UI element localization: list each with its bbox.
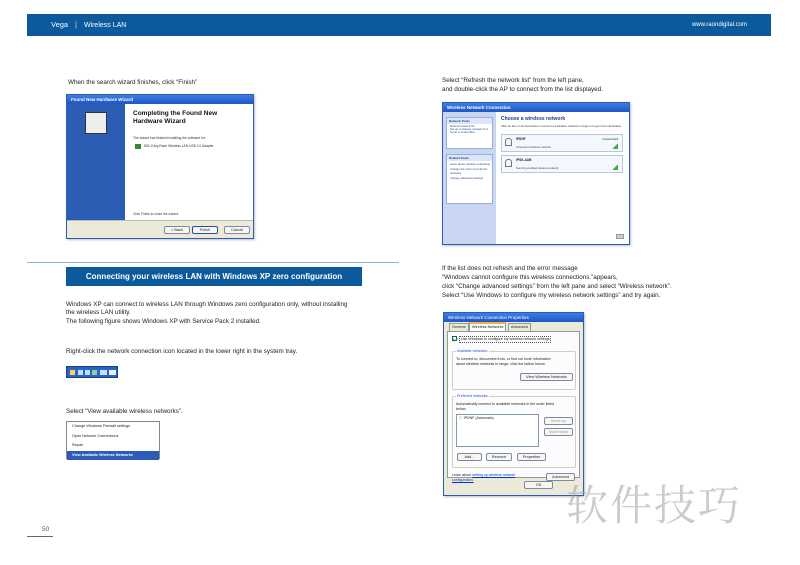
refresh-network-list-link[interactable]: Refresh network list bbox=[450, 124, 475, 128]
wizard-caption: When the search wizard finishes, click “Finish” bbox=[68, 79, 198, 86]
menu-item-repair[interactable]: Repair bbox=[72, 443, 84, 447]
wizard-body bbox=[67, 104, 253, 220]
section-title: Connecting your wireless LAN with Windows XP zero configuration bbox=[66, 267, 362, 286]
list-line4: Select “Use Windows to configure my wireless network settings” and try again. bbox=[442, 292, 661, 299]
network-security: Security-enabled wireless network bbox=[516, 166, 559, 170]
wizard-device: 802.11b/g Raon Wireless LAN USB 2.0 Adapter bbox=[144, 144, 214, 148]
finish-button[interactable]: Finish bbox=[192, 226, 218, 234]
page-number: 50 bbox=[42, 526, 50, 533]
wnc-main bbox=[496, 112, 629, 244]
available-text1: To connect to, disconnect from, or find out more information bbox=[456, 357, 551, 361]
antenna-icon: ⓘ bbox=[459, 416, 463, 420]
learn-link[interactable]: Learn about wireless networking bbox=[450, 162, 491, 166]
menu-item-view-networks[interactable]: View Available Wireless Networks bbox=[67, 451, 159, 461]
footer-rule bbox=[27, 536, 53, 537]
wireless-connection-window bbox=[442, 102, 630, 245]
cancel-button[interactable]: Cancel bbox=[224, 226, 250, 234]
move-down-button[interactable]: Move down bbox=[544, 428, 573, 436]
wizard-window bbox=[66, 94, 254, 239]
section-rule bbox=[27, 262, 399, 263]
back-button[interactable]: < Back bbox=[164, 226, 190, 234]
system-tray bbox=[66, 366, 118, 378]
add-button[interactable]: Add... bbox=[457, 453, 482, 461]
network-status: Connected bbox=[602, 137, 618, 141]
view-wireless-networks-button[interactable]: View Wireless Networks bbox=[520, 373, 573, 381]
learn-link1[interactable]: setting up wireless network bbox=[472, 473, 516, 477]
change-order-link[interactable]: Change the order of preferred networks bbox=[450, 167, 488, 175]
related-tasks-panel bbox=[446, 154, 493, 204]
header-url: www.raondigital.com bbox=[691, 22, 747, 28]
header-left bbox=[51, 14, 126, 36]
network-item-ipdnf[interactable] bbox=[501, 134, 623, 152]
tab-advanced[interactable]: Advanced bbox=[508, 323, 531, 331]
wizard-heading bbox=[133, 110, 217, 125]
refresh-line1: Select “Refresh the network list” from the left pane, bbox=[442, 77, 584, 84]
header-section: Wireless LAN bbox=[83, 22, 127, 29]
wnc-sidebar bbox=[443, 112, 496, 244]
available-networks-label: Available networks: bbox=[457, 349, 488, 353]
available-text2: about wireless networks in range, click the button below. bbox=[456, 362, 546, 366]
signal-strength-icon bbox=[612, 165, 618, 170]
wizard-sidebar bbox=[67, 104, 125, 220]
network-name: IPDNF bbox=[516, 137, 526, 141]
use-windows-label[interactable]: Use Windows to configure my wireless network settings bbox=[461, 337, 550, 341]
network-tasks-header: Network Tasks bbox=[447, 118, 492, 124]
intro-line3: The following figure shows Windows XP with Service Pack 2 installed. bbox=[66, 318, 261, 325]
preferred-text1: Automatically connect to available networks in the order listed bbox=[456, 402, 555, 406]
list-line3: click “Change advanced settings” from the left pane and select “Wireless network”. bbox=[442, 283, 672, 290]
ok-button[interactable]: OK bbox=[524, 481, 553, 489]
move-up-button[interactable]: Move up bbox=[544, 417, 573, 425]
tray-icon-3[interactable] bbox=[85, 370, 90, 375]
network-name: IPSK-AAB bbox=[516, 158, 532, 162]
device-icon bbox=[135, 144, 141, 149]
watermark: 软件技巧 bbox=[566, 481, 743, 530]
wizard-heading-line1: Completing the Found New bbox=[133, 110, 218, 117]
tab-general[interactable]: General bbox=[449, 323, 469, 331]
properties-dialog bbox=[443, 312, 584, 496]
antenna-icon bbox=[505, 138, 512, 146]
wizard-title: Found New Hardware Wizard bbox=[67, 95, 253, 104]
network-tasks-panel bbox=[446, 117, 493, 149]
wnc-heading: Choose a wireless network bbox=[501, 116, 566, 122]
network-security: Unsecured wireless network bbox=[516, 145, 551, 149]
wizard-heading-line2: Hardware Wizard bbox=[133, 117, 186, 125]
tray-icon-1[interactable] bbox=[70, 370, 75, 375]
preferred-item-label: IPDNF (Automatic) bbox=[463, 416, 494, 420]
list-line1: If the list does not refresh and the error message bbox=[442, 265, 578, 272]
wizard-footer bbox=[67, 220, 253, 238]
use-windows-checkbox[interactable] bbox=[452, 336, 457, 341]
wireless-networks-panel bbox=[447, 331, 580, 482]
tray-icon-5[interactable] bbox=[100, 370, 107, 375]
select-text: Select “View available wireless networks”. bbox=[66, 408, 183, 415]
network-item-ipsk[interactable] bbox=[501, 155, 623, 173]
header-bar bbox=[27, 14, 771, 36]
intro-line1: Windows XP can connect to wireless LAN through Windows zero configuration only, without installing bbox=[66, 301, 348, 308]
wizard-logo-icon bbox=[85, 112, 107, 134]
tray-icon-6[interactable] bbox=[109, 370, 116, 375]
properties-body bbox=[447, 323, 580, 492]
properties-title: Wireless Network Connection Properties bbox=[444, 313, 583, 322]
wnc-instruction: Click an item in the list below to connect to a wireless network in range or to get more information. bbox=[501, 124, 622, 128]
properties-button[interactable]: Properties bbox=[517, 453, 546, 461]
menu-item-open-connections[interactable]: Open Network Connections bbox=[72, 433, 119, 438]
learn-prefix: Learn about bbox=[452, 473, 473, 477]
menu-item-firewall[interactable]: Change Windows Firewall settings bbox=[72, 424, 131, 428]
wizard-finished-text: The wizard has finished installing the software for: bbox=[133, 136, 206, 140]
preferred-networks-label: Preferred networks: bbox=[457, 394, 489, 398]
header-separator: | bbox=[75, 22, 77, 29]
tab-wireless-networks[interactable]: Wireless Networks bbox=[469, 322, 506, 331]
learn-link2[interactable]: configuration. bbox=[452, 478, 474, 482]
tray-icon-2[interactable] bbox=[78, 370, 83, 375]
preferred-networks-list[interactable] bbox=[456, 414, 539, 447]
advanced-button[interactable]: Advanced bbox=[546, 473, 575, 481]
network-connection-icon[interactable] bbox=[92, 370, 97, 375]
preferred-text2: below: bbox=[456, 407, 467, 411]
connect-button[interactable] bbox=[616, 234, 624, 239]
refresh-line2: and double-click the AP to connect from the list displayed. bbox=[442, 86, 603, 93]
list-line2: “Windows cannot configure this wireless connections.”appears, bbox=[442, 274, 618, 281]
learn-about-line1 bbox=[452, 473, 515, 478]
related-tasks-header: Related Tasks bbox=[447, 155, 492, 161]
intro-line2: the wireless LAN utility. bbox=[66, 309, 131, 316]
wnc-title: Wireless Network Connection bbox=[443, 103, 629, 112]
header-brand: Vega bbox=[51, 20, 69, 29]
wizard-close-text: Click Finish to close the wizard. bbox=[133, 212, 179, 216]
rightclick-text: Right-click the network connection icon located in the lower right in the system tray. bbox=[66, 348, 298, 355]
antenna-icon bbox=[505, 159, 512, 167]
change-advanced-link[interactable]: Change advanced settings bbox=[450, 176, 484, 181]
setup-network-link[interactable]: Set up a wireless network for a home or small office bbox=[450, 127, 489, 135]
available-networks-group bbox=[452, 351, 576, 390]
remove-button[interactable]: Remove bbox=[486, 453, 512, 461]
signal-strength-icon bbox=[612, 144, 618, 149]
preferred-networks-group bbox=[452, 396, 576, 468]
context-menu bbox=[66, 421, 160, 459]
preferred-list-item[interactable] bbox=[459, 416, 494, 421]
